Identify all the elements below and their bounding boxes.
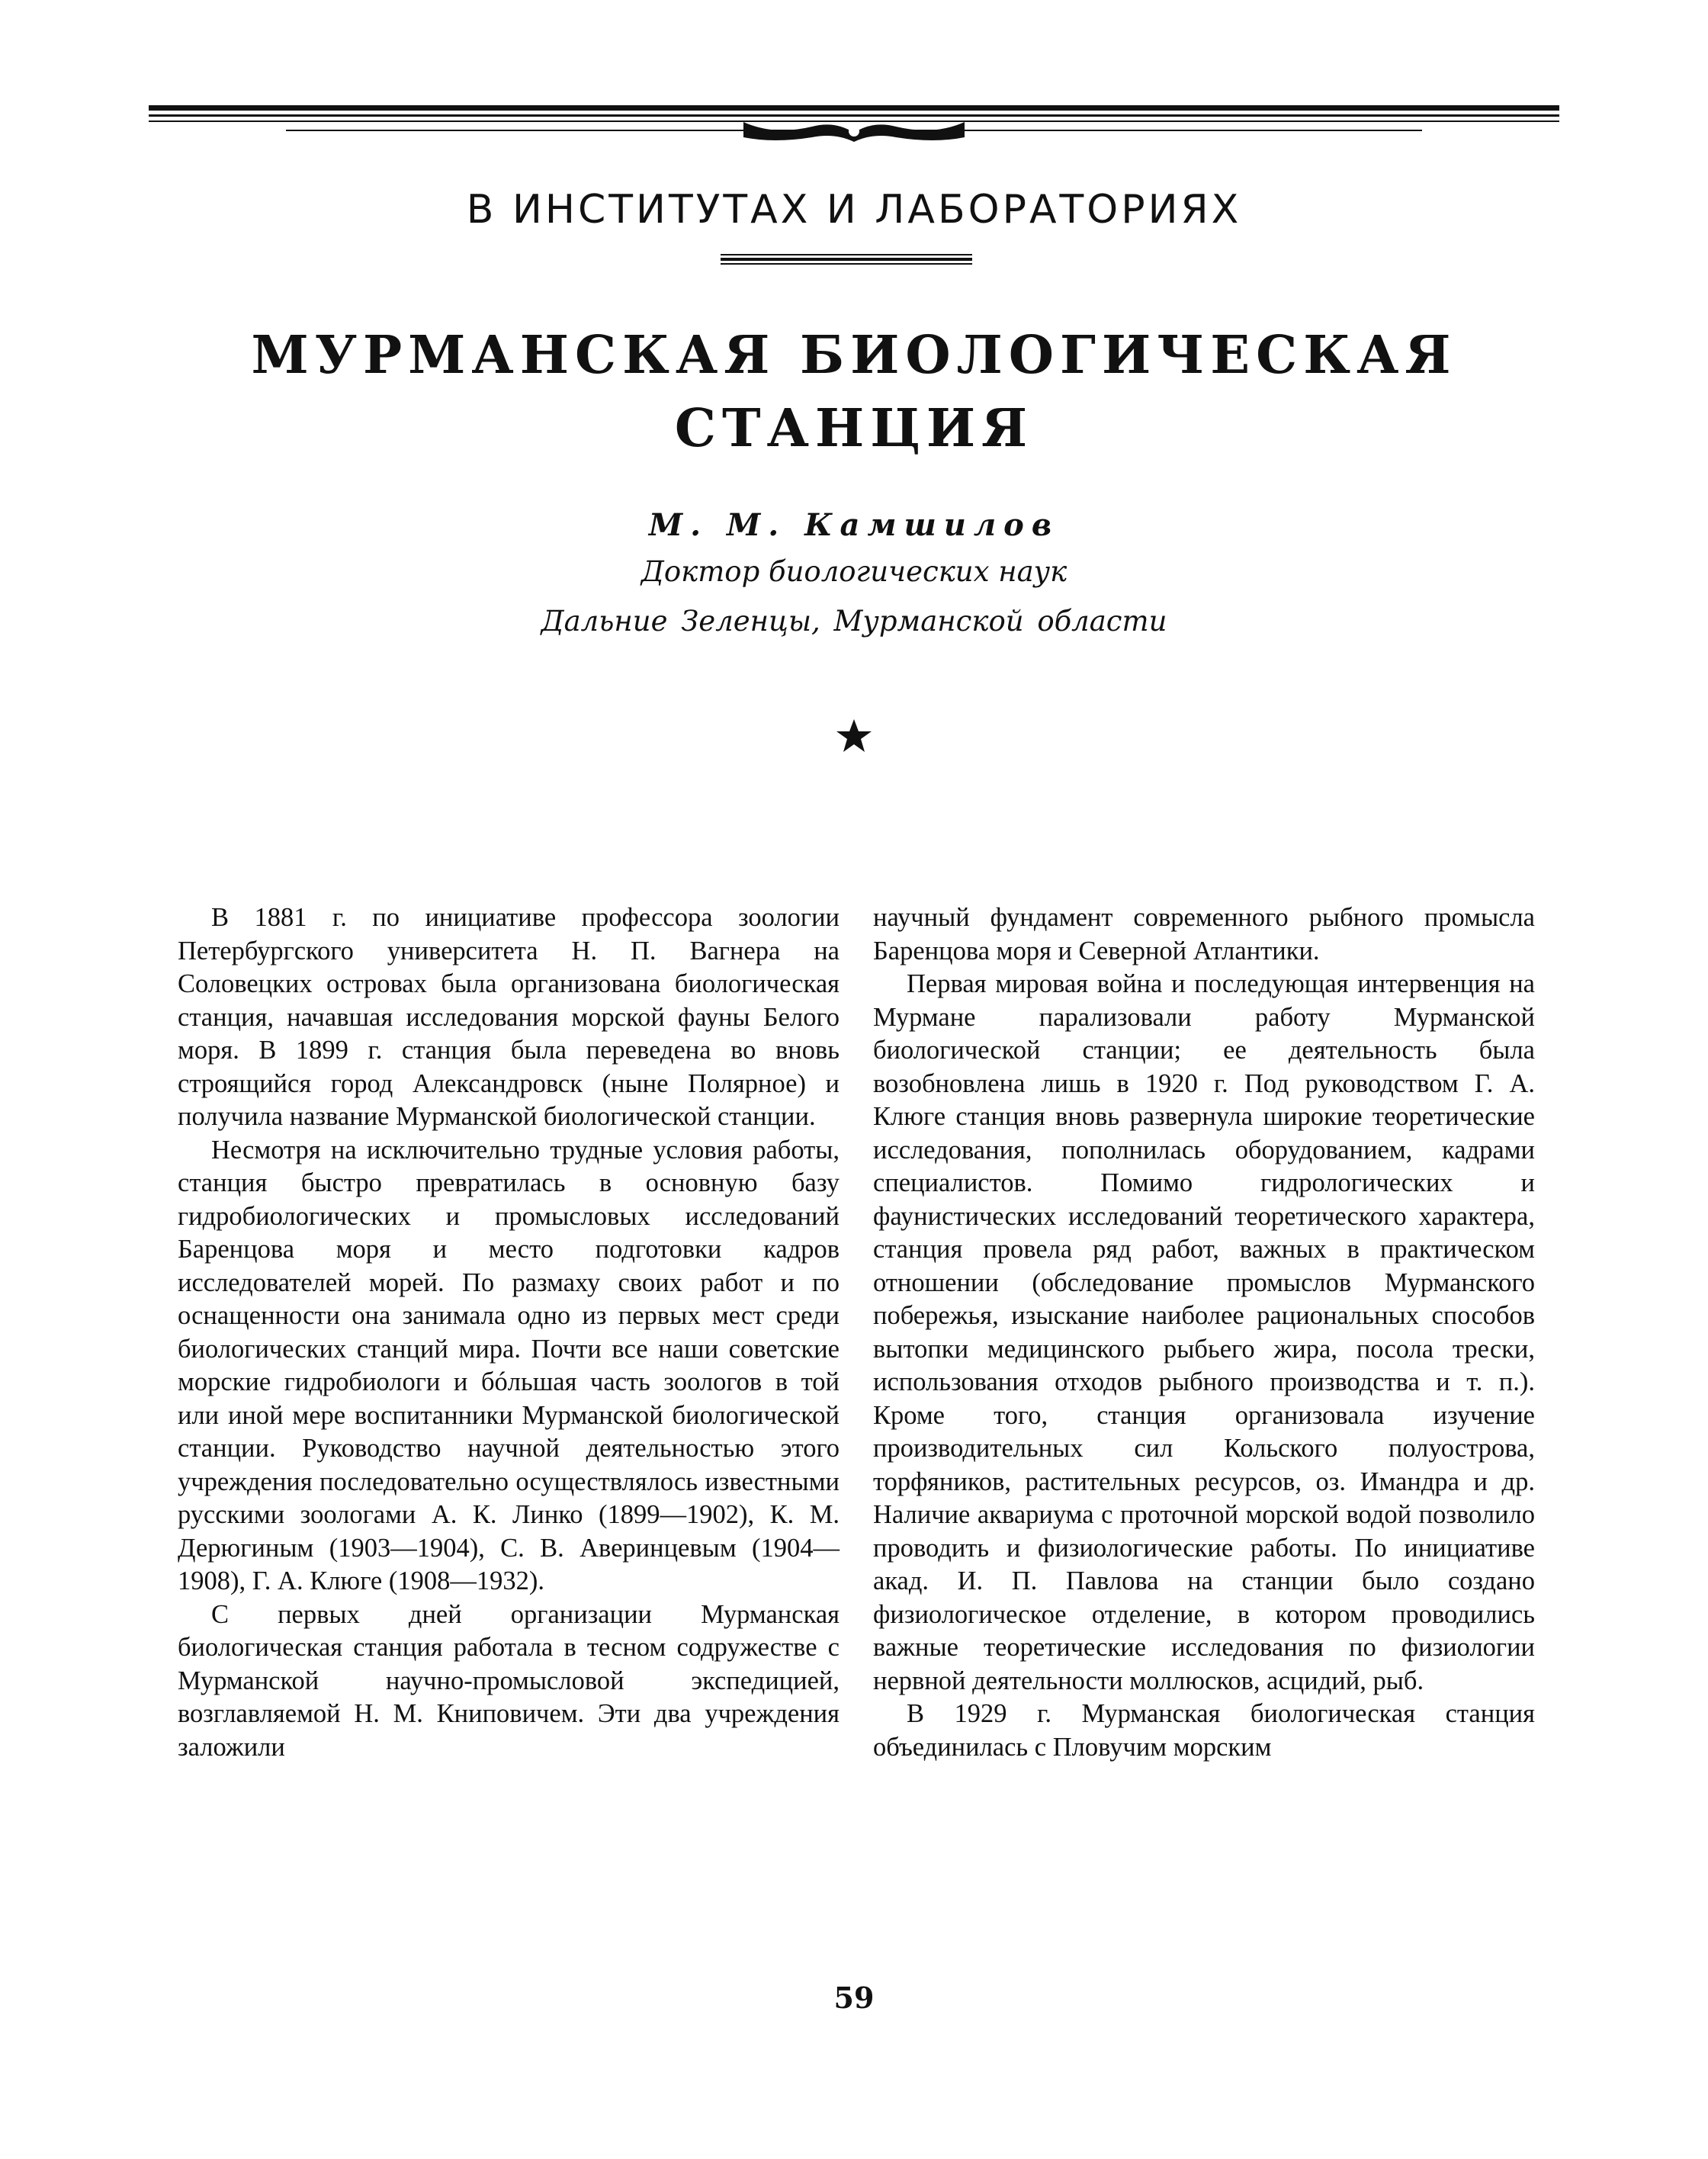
- paragraph: Первая мировая война и последующая интервенция на Мурмане парализовали работу Мурманской биологической станции; ее деятельность была возобновлена лишь в 1920 г. Под руководством Г. А. Клюге станция вновь развернула широкие теоретические исследования, пополнилась оборудованием, кадрами специалистов. Помимо гидрологических и фаунистических исследований теоретического характера, станция провела ряд работ, важных в практическом отношении (обследование промыслов Мурманского побережья, изыскание наиболее рациональных способов вытопки медицинского рыбьего жира, посола трески, использования отходов рыбного производства и т. п.). Кроме того, станция организовала изучение производительных сил Кольского полуострова, торфяников, растительных ресурсов, оз. Имандра и др. Наличие аквариума с проточной морской водой позволило проводить и физиологические работы. По инициативе акад. И. П. Павлова на станции было создано физиологическое отделение, в котором проводились важные теоретические исследования по физиологии нервной деятельности моллюсков, асцидий, рыб.: [873, 969, 1535, 1695]
- paragraph-continuation: научный фундамент современного рыбного промысла Баренцова моря и Северной Атлантики.: [873, 903, 1535, 965]
- paragraph: Несмотря на исключительно трудные условия работы, станция быстро превратилась в основную базу гидробиологических и промысловых исследований Баренцова моря и место подготовки кадров исследователей морей. По размаху своих работ и по оснащенности она занимала одно из первых мест среди биологических станций мира. Почти все наши советские морские гидробиологи и бóльшая часть зоологов в той или иной мере воспитанники Мурманской биологической станции. Руководство научной деятельностью этого учреждения последовательно осуществлялось известными русскими зоологами А. К. Линко (1899—1902), К. М. Дерюгиным (1903—1904), С. В. Аверинцевым (1904—1908), Г. А. Клюге (1908—1932).: [178, 1135, 840, 1595]
- star-icon: [835, 717, 873, 755]
- page-number: 59: [833, 1981, 875, 2015]
- author-location: Дальние Зеленцы, Мурманской области: [541, 605, 1167, 638]
- author-degree: Доктор биологических наук: [640, 555, 1068, 588]
- paragraph: В 1929 г. Мурманская биологическая станция объединилась с Пловучим морским: [873, 1699, 1535, 1762]
- header-ornament: [149, 99, 1559, 145]
- article-title-line-2: СТАНЦИЯ: [674, 398, 1034, 459]
- article-title-line-1: МУРМАНСКАЯ БИОЛОГИЧЕСКАЯ: [251, 325, 1457, 386]
- left-column: [178, 901, 840, 1764]
- author-name: М. М. Камшилов: [648, 507, 1060, 543]
- section-underline: [721, 254, 972, 265]
- section-title: В ИНСТИТУТАХ И ЛАБОРАТОРИЯХ: [466, 187, 1242, 233]
- paragraph: В 1881 г. по инициативе профессора зоологии Петербургского университета Н. П. Вагнера на Соловецких островах была организована биологическая станция, начавшая исследования морской фауны Белого моря. В 1899 г. станция была переведена во вновь строящийся город Александровск (ныне Полярное) и получила название Мурманской биологической станции.: [178, 903, 840, 1131]
- article-title: [0, 319, 1708, 465]
- paragraph: С первых дней организации Мурманская биологическая станция работала в тесном содружестве с Мурманской научно-промысловой экспедицией, возглавляемой Н. М. Книповичем. Эти два учреждения заложили: [178, 1599, 840, 1762]
- right-column: [873, 901, 1535, 1764]
